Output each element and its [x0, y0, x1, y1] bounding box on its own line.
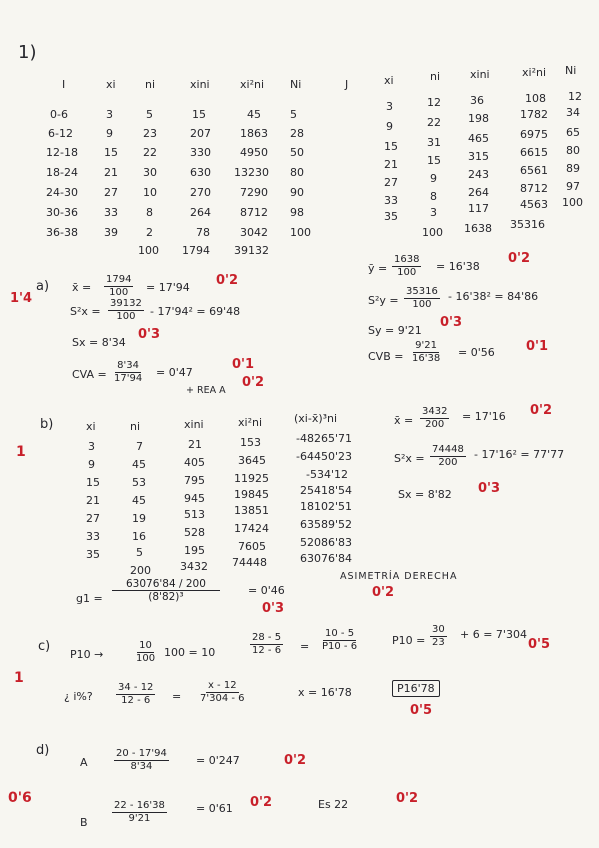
d-b-grade: 0'2	[250, 795, 273, 810]
b-mean-fraction	[420, 406, 449, 431]
c-p10-num: 10	[139, 640, 152, 651]
part-d-label: d)	[36, 743, 50, 758]
b-g-fraction	[112, 578, 220, 603]
left-table-cell: 8712	[240, 206, 268, 219]
left-table-cell: 78	[196, 226, 210, 239]
b-cell: 195	[184, 544, 205, 557]
c-q2-fraction	[198, 680, 247, 705]
right-table-cell: 22	[427, 116, 441, 129]
right-table-cell: 117	[468, 202, 489, 215]
left-table-cell: 330	[190, 146, 211, 159]
a-r-mean-result: = 16'38	[436, 260, 480, 273]
b-var-den: 200	[438, 457, 458, 468]
a-sd-line: Sx = 8'34	[72, 336, 126, 349]
a-r-sd-line: Sy = 9'21	[368, 324, 422, 337]
b-g-note-grade: 0'2	[372, 585, 395, 600]
c-q-eq: =	[172, 690, 182, 703]
d-a-label: A	[80, 756, 88, 769]
b-cell: 945	[184, 492, 205, 505]
part-b-label: b)	[40, 417, 54, 432]
left-table-cell: 9	[106, 127, 113, 140]
a-var-num: 39132	[110, 298, 142, 309]
b-g-num: 63076'84 / 200	[112, 578, 220, 591]
a-cv-fraction	[112, 360, 144, 385]
b-cell: 25418'54	[300, 484, 353, 497]
right-table-cell: 8712	[520, 182, 548, 195]
a-r-var-fraction	[404, 286, 440, 311]
a-mean-grade: 0'2	[216, 273, 239, 288]
left-table-header-ni: ni	[145, 78, 156, 91]
left-table-cell: 39	[104, 226, 118, 239]
b-var-result: - 17'16² = 77'77	[474, 448, 565, 461]
b-cell: 27	[86, 512, 100, 525]
b-cell: 45	[132, 458, 146, 471]
right-table-total-ni: 100	[422, 226, 443, 239]
right-table-header-Ni: Ni	[565, 64, 577, 77]
right-table-cell: 27	[384, 176, 398, 189]
a-r-cv-num: 9'21	[415, 340, 438, 351]
right-table-cell: 15	[384, 140, 398, 153]
b-sd-line: Sx = 8'82	[398, 488, 452, 501]
c-p10-den: 100	[136, 653, 156, 664]
left-table-header-xini: xini	[190, 78, 210, 91]
b-mean-lhs: x̄ =	[394, 414, 414, 427]
a-r-mean-num: 1638	[394, 254, 420, 265]
b-cell: 13851	[234, 504, 269, 517]
b-g-grade: 0'3	[262, 601, 285, 616]
b-sd-grade: 0'3	[478, 481, 501, 496]
b-cell: 35	[86, 548, 100, 561]
a-r-var-lhs: S²y =	[368, 294, 399, 307]
b-g-den: (8'82)³	[148, 591, 184, 603]
left-table-cell: 15	[192, 108, 206, 121]
left-table-cell: 36-38	[46, 226, 78, 239]
b-cell: 15	[86, 476, 100, 489]
a-cv-result: = 0'47	[156, 366, 193, 379]
b-cell: 63589'52	[300, 518, 353, 531]
a-r-var-result: - 16'38² = 84'86	[448, 290, 539, 303]
c-f3-grade: 0'5	[528, 637, 551, 652]
right-table-cell: 465	[468, 132, 489, 145]
a-var-fraction	[108, 298, 144, 323]
right-table-cell: 12	[427, 96, 441, 109]
left-table-cell: 7290	[240, 186, 268, 199]
right-table-cell: 89	[566, 162, 580, 175]
d-a-den: 8'34	[130, 761, 153, 772]
b-g-note: ASIMETRÍA DERECHA	[340, 571, 458, 582]
b-cell: 3645	[238, 454, 266, 467]
c-q1-num: 34 - 12	[118, 682, 154, 693]
b-header-xini: xini	[184, 418, 204, 431]
c-q1-den: 12 - 6	[121, 695, 151, 706]
d-a-result: = 0'247	[196, 754, 240, 767]
a-mean-result: = 17'94	[146, 281, 190, 294]
b-g-lhs: g1 =	[76, 592, 103, 605]
a-sd-grade: 0'3	[138, 327, 161, 342]
right-table-cell: 198	[468, 112, 489, 125]
b-cell: 513	[184, 508, 205, 521]
left-table-cell: 1863	[240, 127, 268, 140]
d-b-result: = 0'61	[196, 802, 233, 815]
right-table-cell: 3	[386, 100, 393, 113]
part-c-side-grade: 1	[14, 670, 24, 686]
d-b-num: 22 - 16'38	[114, 800, 165, 811]
b-cell: 11925	[234, 472, 269, 485]
right-table-header-xini: xini	[470, 68, 490, 81]
d-a-grade: 0'2	[284, 753, 307, 768]
a-r-mean-fraction	[392, 254, 421, 279]
c-f1-eq: =	[300, 640, 310, 653]
b-cell: 153	[240, 436, 261, 449]
c-f3-fraction	[430, 624, 447, 649]
c-q-lhs: ¿ i%?	[64, 690, 93, 703]
left-table-header-xi: xi	[106, 78, 116, 91]
right-table-cell: 21	[384, 158, 398, 171]
left-table-cell: 33	[104, 206, 118, 219]
left-table-cell: 100	[290, 226, 311, 239]
c-f1-den: 12 - 6	[252, 645, 282, 656]
right-table-header-xi: xi	[384, 74, 394, 87]
left-table-cell: 18-24	[46, 166, 78, 179]
b-cell: 18102'51	[300, 500, 353, 513]
part-b-side-grade: 1	[16, 444, 26, 460]
a-cv-note: + REA A	[186, 385, 226, 396]
part-a-side-grade: 1'4	[10, 291, 33, 306]
right-table-cell: 35	[384, 210, 398, 223]
left-table-cell: 0-6	[50, 108, 68, 121]
b-mean-den: 200	[425, 419, 445, 430]
right-table-cell: 6615	[520, 146, 548, 159]
b-var-lhs: S²x =	[394, 452, 425, 465]
a-mean-num: 1794	[106, 274, 132, 285]
left-table-cell: 3042	[240, 226, 268, 239]
b-cell: 21	[86, 494, 100, 507]
right-table-cell: 8	[430, 190, 437, 203]
right-table-total-xi2ni: 35316	[510, 218, 545, 231]
left-table-cell: 30-36	[46, 206, 78, 219]
left-table-cell: 4950	[240, 146, 268, 159]
b-mean-result: = 17'16	[462, 410, 506, 423]
b-cell: 9	[88, 458, 95, 471]
b-cell: 19845	[234, 488, 269, 501]
right-table-cell: 15	[427, 154, 441, 167]
c-boxed-answer: P16'78	[392, 680, 440, 697]
b-cell: -64450'23	[296, 450, 352, 463]
d-b-note-grade: 0'2	[396, 791, 419, 806]
b-total-xi2ni: 74448	[232, 556, 267, 569]
left-table-cell: 6-12	[48, 127, 73, 140]
right-table-cell: 4563	[520, 198, 548, 211]
a-mean-fraction	[104, 274, 133, 299]
right-table-header-xi2ni: xi²ni	[522, 66, 547, 79]
c-p10-fraction	[134, 640, 157, 665]
b-cell: 52086'83	[300, 536, 353, 549]
left-table-cell: 90	[290, 186, 304, 199]
b-total-cube: 63076'84	[300, 552, 353, 565]
b-header-xi: xi	[86, 420, 96, 433]
c-p10-tail: 100 = 10	[164, 646, 216, 659]
right-table-total-xini: 1638	[464, 222, 492, 235]
left-table-header-Ni: Ni	[290, 78, 302, 91]
left-table-total-ni: 100	[138, 244, 159, 257]
right-table-cell: 6975	[520, 128, 548, 141]
c-q-result: x = 16'78	[298, 686, 352, 699]
b-var-fraction	[430, 444, 466, 469]
a-r-mean-lhs: ȳ =	[368, 262, 388, 275]
b-total-ni: 200	[130, 564, 151, 577]
left-table-cell: 2	[146, 226, 153, 239]
right-table-cell: 80	[566, 144, 580, 157]
left-table-cell: 45	[247, 108, 261, 121]
a-r-sd-grade: 0'3	[440, 315, 463, 330]
c-f2-num: 10 - 5	[325, 628, 355, 639]
b-cell: 45	[132, 494, 146, 507]
a-r-mean-den: 100	[397, 267, 417, 278]
left-table-cell: 5	[290, 108, 297, 121]
left-table-cell: 630	[190, 166, 211, 179]
c-f2-den: P10 - 6	[322, 641, 358, 652]
b-cell: 3	[88, 440, 95, 453]
right-table-header-J: J	[345, 78, 349, 91]
c-f1-num: 28 - 5	[252, 632, 282, 643]
left-table-total-xi2ni: 39132	[234, 244, 269, 257]
d-b-den: 9'21	[128, 813, 151, 824]
right-table-cell: 9	[386, 120, 393, 133]
b-header-xi2ni: xi²ni	[238, 416, 263, 429]
left-table-cell: 30	[143, 166, 157, 179]
d-b-note: Es 22	[318, 798, 349, 811]
left-table-cell: 15	[104, 146, 118, 159]
d-a-num: 20 - 17'94	[116, 748, 167, 759]
b-cell: 795	[184, 474, 205, 487]
b-cell: 5	[136, 546, 143, 559]
b-header-ni: ni	[130, 420, 141, 433]
left-table-cell: 12-18	[46, 146, 78, 159]
d-b-label: B	[80, 816, 88, 829]
right-table-cell: 34	[566, 106, 580, 119]
b-mean-num: 3432	[422, 406, 448, 417]
b-cell: 33	[86, 530, 100, 543]
c-f2-fraction	[320, 628, 359, 653]
right-table-cell: 12	[568, 90, 582, 103]
a-cv-grade: 0'1	[232, 357, 255, 372]
c-f3-lhs: P10 =	[392, 634, 426, 647]
c-q1-fraction	[116, 682, 155, 707]
left-table-header-xi2ni: xi²ni	[240, 78, 265, 91]
b-cell: 7605	[238, 540, 266, 553]
c-q2-num: x - 12	[207, 680, 237, 691]
left-table-cell: 10	[143, 186, 157, 199]
a-r-cv-fraction	[410, 340, 442, 365]
left-table-cell: 80	[290, 166, 304, 179]
a-r-var-den: 100	[412, 299, 432, 310]
c-p10-lhs: P10 →	[70, 648, 104, 661]
c-q2-den: 7'304 - 6	[200, 693, 245, 704]
part-a-label: a)	[36, 279, 50, 294]
b-mean-grade: 0'2	[530, 403, 553, 418]
b-cell: 7	[136, 440, 143, 453]
left-table-cell: 22	[143, 146, 157, 159]
right-table-cell: 97	[566, 180, 580, 193]
left-table-cell: 270	[190, 186, 211, 199]
d-a-fraction	[114, 748, 169, 773]
left-table-cell: 207	[190, 127, 211, 140]
a-cv-den: 17'94	[114, 373, 143, 384]
b-cell: 53	[132, 476, 146, 489]
right-table-cell: 315	[468, 150, 489, 163]
a-cv-lhs: CVA =	[72, 368, 107, 381]
a-cv-note-grade: 0'2	[242, 375, 265, 390]
a-r-mean-grade: 0'2	[508, 251, 531, 266]
right-table-cell: 100	[562, 196, 583, 209]
b-g-result: = 0'46	[248, 584, 285, 597]
left-table-cell: 5	[146, 108, 153, 121]
left-table-header-I: I	[62, 78, 66, 91]
right-table-cell: 243	[468, 168, 489, 181]
b-cell: 21	[188, 438, 202, 451]
left-table-cell: 8	[146, 206, 153, 219]
left-table-cell: 98	[290, 206, 304, 219]
a-r-cv-result: = 0'56	[458, 346, 495, 359]
b-cell: 16	[132, 530, 146, 543]
right-table-cell: 1782	[520, 108, 548, 121]
left-table-cell: 27	[104, 186, 118, 199]
c-boxed-grade: 0'5	[410, 703, 433, 718]
a-r-cv-grade: 0'1	[526, 339, 549, 354]
right-table-cell: 36	[470, 94, 484, 107]
b-cell: 17424	[234, 522, 269, 535]
c-f3-num: 30	[432, 624, 445, 635]
right-table-cell: 3	[430, 206, 437, 219]
right-table-cell: 6561	[520, 164, 548, 177]
a-var-lhs: S²x =	[70, 305, 101, 318]
a-var-result: - 17'94² = 69'48	[150, 305, 241, 318]
right-table-cell: 9	[430, 172, 437, 185]
a-r-var-num: 35316	[406, 286, 438, 297]
right-table-cell: 108	[525, 92, 546, 105]
left-table-total-xini: 1794	[182, 244, 210, 257]
right-table-cell: 65	[566, 126, 580, 139]
d-b-fraction	[112, 800, 167, 825]
right-table-cell: 264	[468, 186, 489, 199]
left-table-cell: 13230	[234, 166, 269, 179]
b-cell: 528	[184, 526, 205, 539]
right-table-cell: 31	[427, 136, 441, 149]
b-cell: 405	[184, 456, 205, 469]
b-cell: -534'12	[306, 468, 348, 481]
left-table-cell: 21	[104, 166, 118, 179]
right-table-header-ni: ni	[430, 70, 441, 83]
b-cell: -48265'71	[296, 432, 352, 445]
b-total-xini: 3432	[180, 560, 208, 573]
a-mean-lhs: x̄ =	[72, 281, 92, 294]
c-f3-den: 23	[432, 637, 445, 648]
part-d-side-grade: 0'6	[8, 790, 32, 806]
c-f1-fraction	[250, 632, 283, 657]
b-var-num: 74448	[432, 444, 464, 455]
part-c-label: c)	[38, 639, 51, 654]
a-r-cv-den: 16'38	[412, 353, 441, 364]
b-header-cube: (xi-x̄)³ni	[294, 412, 338, 425]
a-mean-den: 100	[109, 287, 129, 298]
c-f3-result: + 6 = 7'304	[460, 628, 527, 641]
left-table-cell: 28	[290, 127, 304, 140]
left-table-cell: 50	[290, 146, 304, 159]
problem-number: 1)	[18, 42, 37, 63]
right-table-cell: 33	[384, 194, 398, 207]
a-cv-num: 8'34	[117, 360, 140, 371]
left-table-cell: 3	[106, 108, 113, 121]
left-table-cell: 264	[190, 206, 211, 219]
left-table-cell: 24-30	[46, 186, 78, 199]
left-table-cell: 23	[143, 127, 157, 140]
a-var-den: 100	[116, 311, 136, 322]
b-cell: 19	[132, 512, 146, 525]
a-r-cv-lhs: CVB =	[368, 350, 404, 363]
